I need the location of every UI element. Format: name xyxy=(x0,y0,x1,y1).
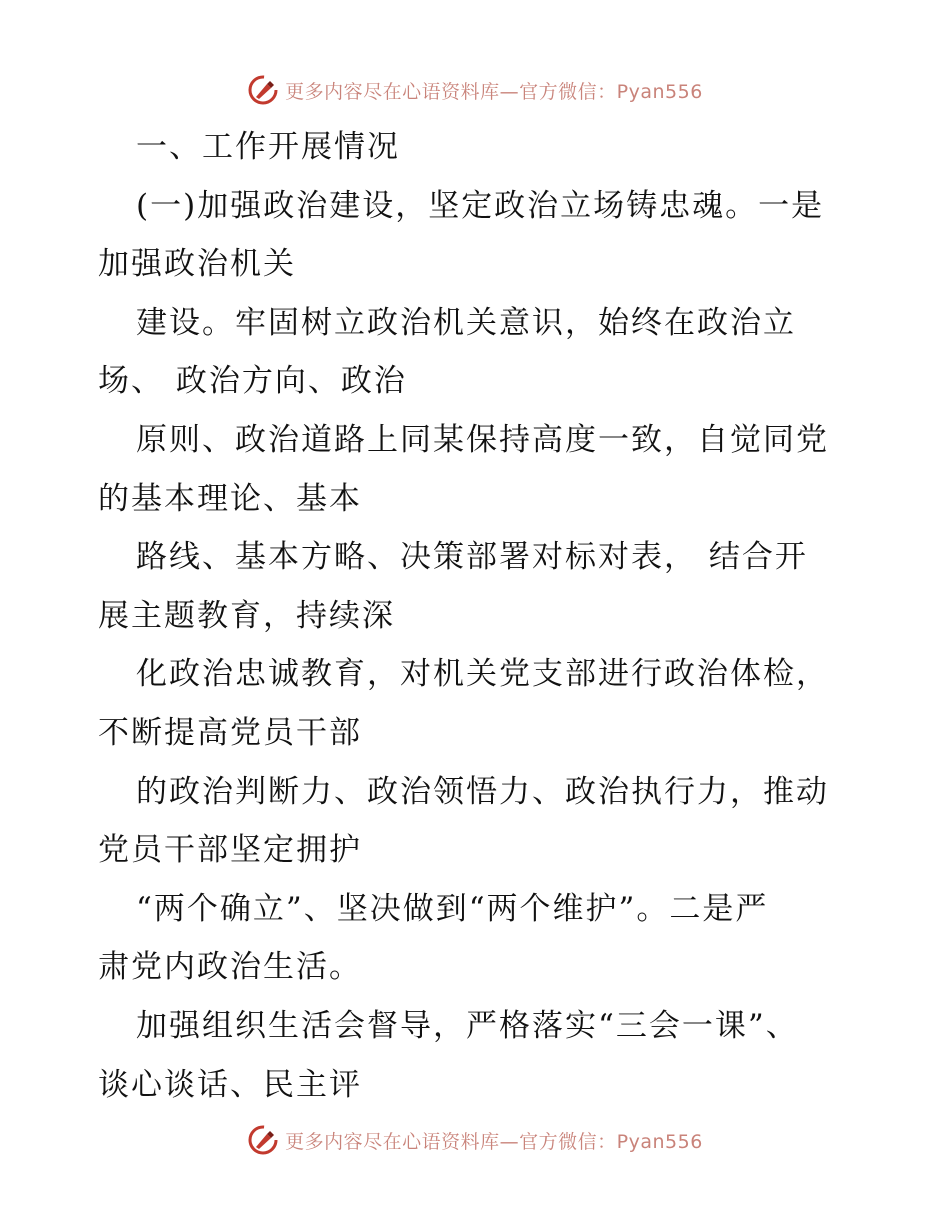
text-line: 场、 政治方向、政治 xyxy=(98,363,407,400)
text-line: 的政治判断力、政治领悟力、政治执行力，推动 xyxy=(136,773,829,810)
document-body xyxy=(98,118,858,1114)
text-line: 不断提高党员干部 xyxy=(98,714,362,751)
watermark-text: 更多内容尽在心语资料库—官方微信：Pyan556 xyxy=(285,80,703,103)
text-line: 建设。牢固树立政治机关意识，始终在政治立 xyxy=(136,304,796,341)
watermark-footer xyxy=(0,1120,950,1160)
text-line: 路线、基本方略、决策部署对标对表， 结合开 xyxy=(136,539,808,576)
text-line: 谈心谈话、民主评 xyxy=(98,1066,362,1103)
text-line: 展主题教育，持续深 xyxy=(98,597,395,634)
text-line: “两个确立”、坚决做到“两个维护”。二是严 xyxy=(136,890,769,927)
text-line: 加强组织生活会督导，严格落实“三会一课”、 xyxy=(136,1007,799,1044)
text-line: 肃党内政治生活。 xyxy=(98,949,362,986)
text-line: 党员干部坚定拥护 xyxy=(98,832,362,869)
text-line: (一)加强政治建设，坚定政治立场铸忠魂。一是 xyxy=(136,187,825,224)
section-heading: 一、工作开展情况 xyxy=(136,129,400,165)
pen-nib-logo-icon xyxy=(247,1124,279,1156)
text-line: 化政治忠诚教育，对机关党支部进行政治体检， xyxy=(136,656,829,693)
watermark-header xyxy=(0,70,950,110)
pen-nib-logo-icon xyxy=(247,74,279,106)
text-line: 原则、政治道路上同某保持高度一致，自觉同党 xyxy=(136,421,829,458)
watermark-text: 更多内容尽在心语资料库—官方微信：Pyan556 xyxy=(285,1130,703,1153)
text-line: 加强政治机关 xyxy=(98,246,296,283)
text-line: 的基本理论、基本 xyxy=(98,480,362,517)
